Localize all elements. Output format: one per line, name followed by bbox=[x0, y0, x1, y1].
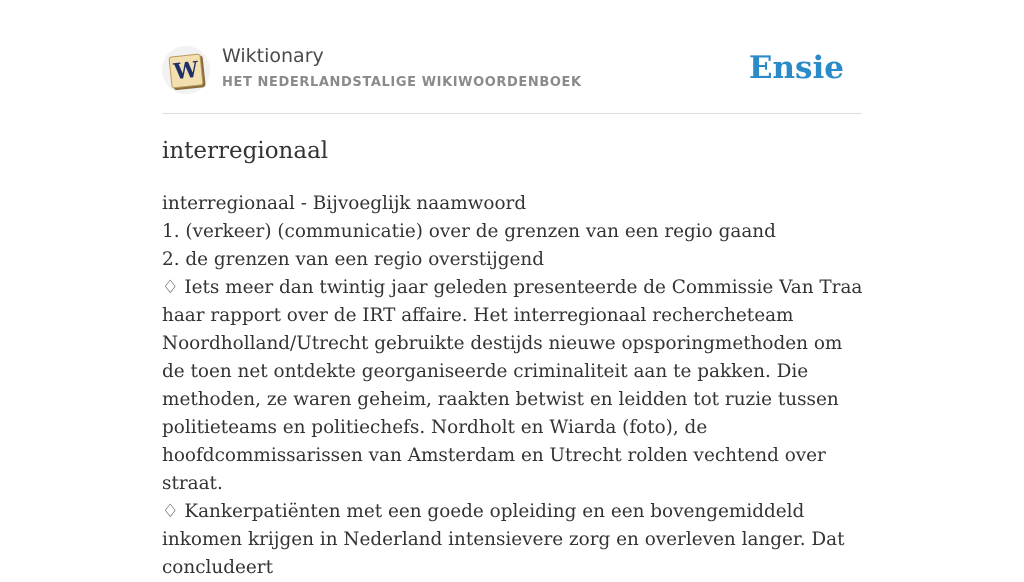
header-divider bbox=[162, 113, 862, 114]
definition-1: 1. (verkeer) (communicatie) over de grenzen van een regio gaand bbox=[162, 221, 776, 242]
wiktionary-logo[interactable] bbox=[162, 46, 210, 94]
entry-heading-line: interregionaal - Bijvoeglijk naamwoord bbox=[162, 193, 527, 214]
site-tagline: HET NEDERLANDSTALIGE WIKIWOORDENBOEK bbox=[222, 75, 582, 90]
site-header bbox=[162, 44, 862, 98]
example-1: ♢ Iets meer dan twintig jaar geleden presenteerde de Commissie Van Traa haar rapport over de IRT affaire. Het interregionaal rechercheteam Noordholland/Utrecht gebruikte destijds nieuwe opsporingmethoden om de toen net ontdekte georganiseerde criminaliteit aan te pakken. Die methoden, ze waren geheim, raakten betwist en leidden tot ruzie tussen politieteams en politiechefs. Nordholt en Wiarda (foto), de hoofdcommissarissen van Amsterdam en Utrecht rolden vechtend over straat. bbox=[162, 277, 863, 494]
site-name[interactable]: Wiktionary bbox=[222, 45, 324, 67]
entry-content bbox=[162, 190, 866, 582]
page-title: interregionaal bbox=[162, 138, 329, 164]
ensie-logo[interactable]: Ensie bbox=[748, 50, 844, 86]
logo-tile-icon: W bbox=[168, 53, 203, 88]
example-2: ♢ Kankerpatiënten met een goede opleiding en een bovengemiddeld inkomen krijgen in Nederland intensievere zorg en overleven langer. Dat concludeert bbox=[162, 501, 845, 578]
definition-2: 2. de grenzen van een regio overstijgend bbox=[162, 249, 545, 270]
